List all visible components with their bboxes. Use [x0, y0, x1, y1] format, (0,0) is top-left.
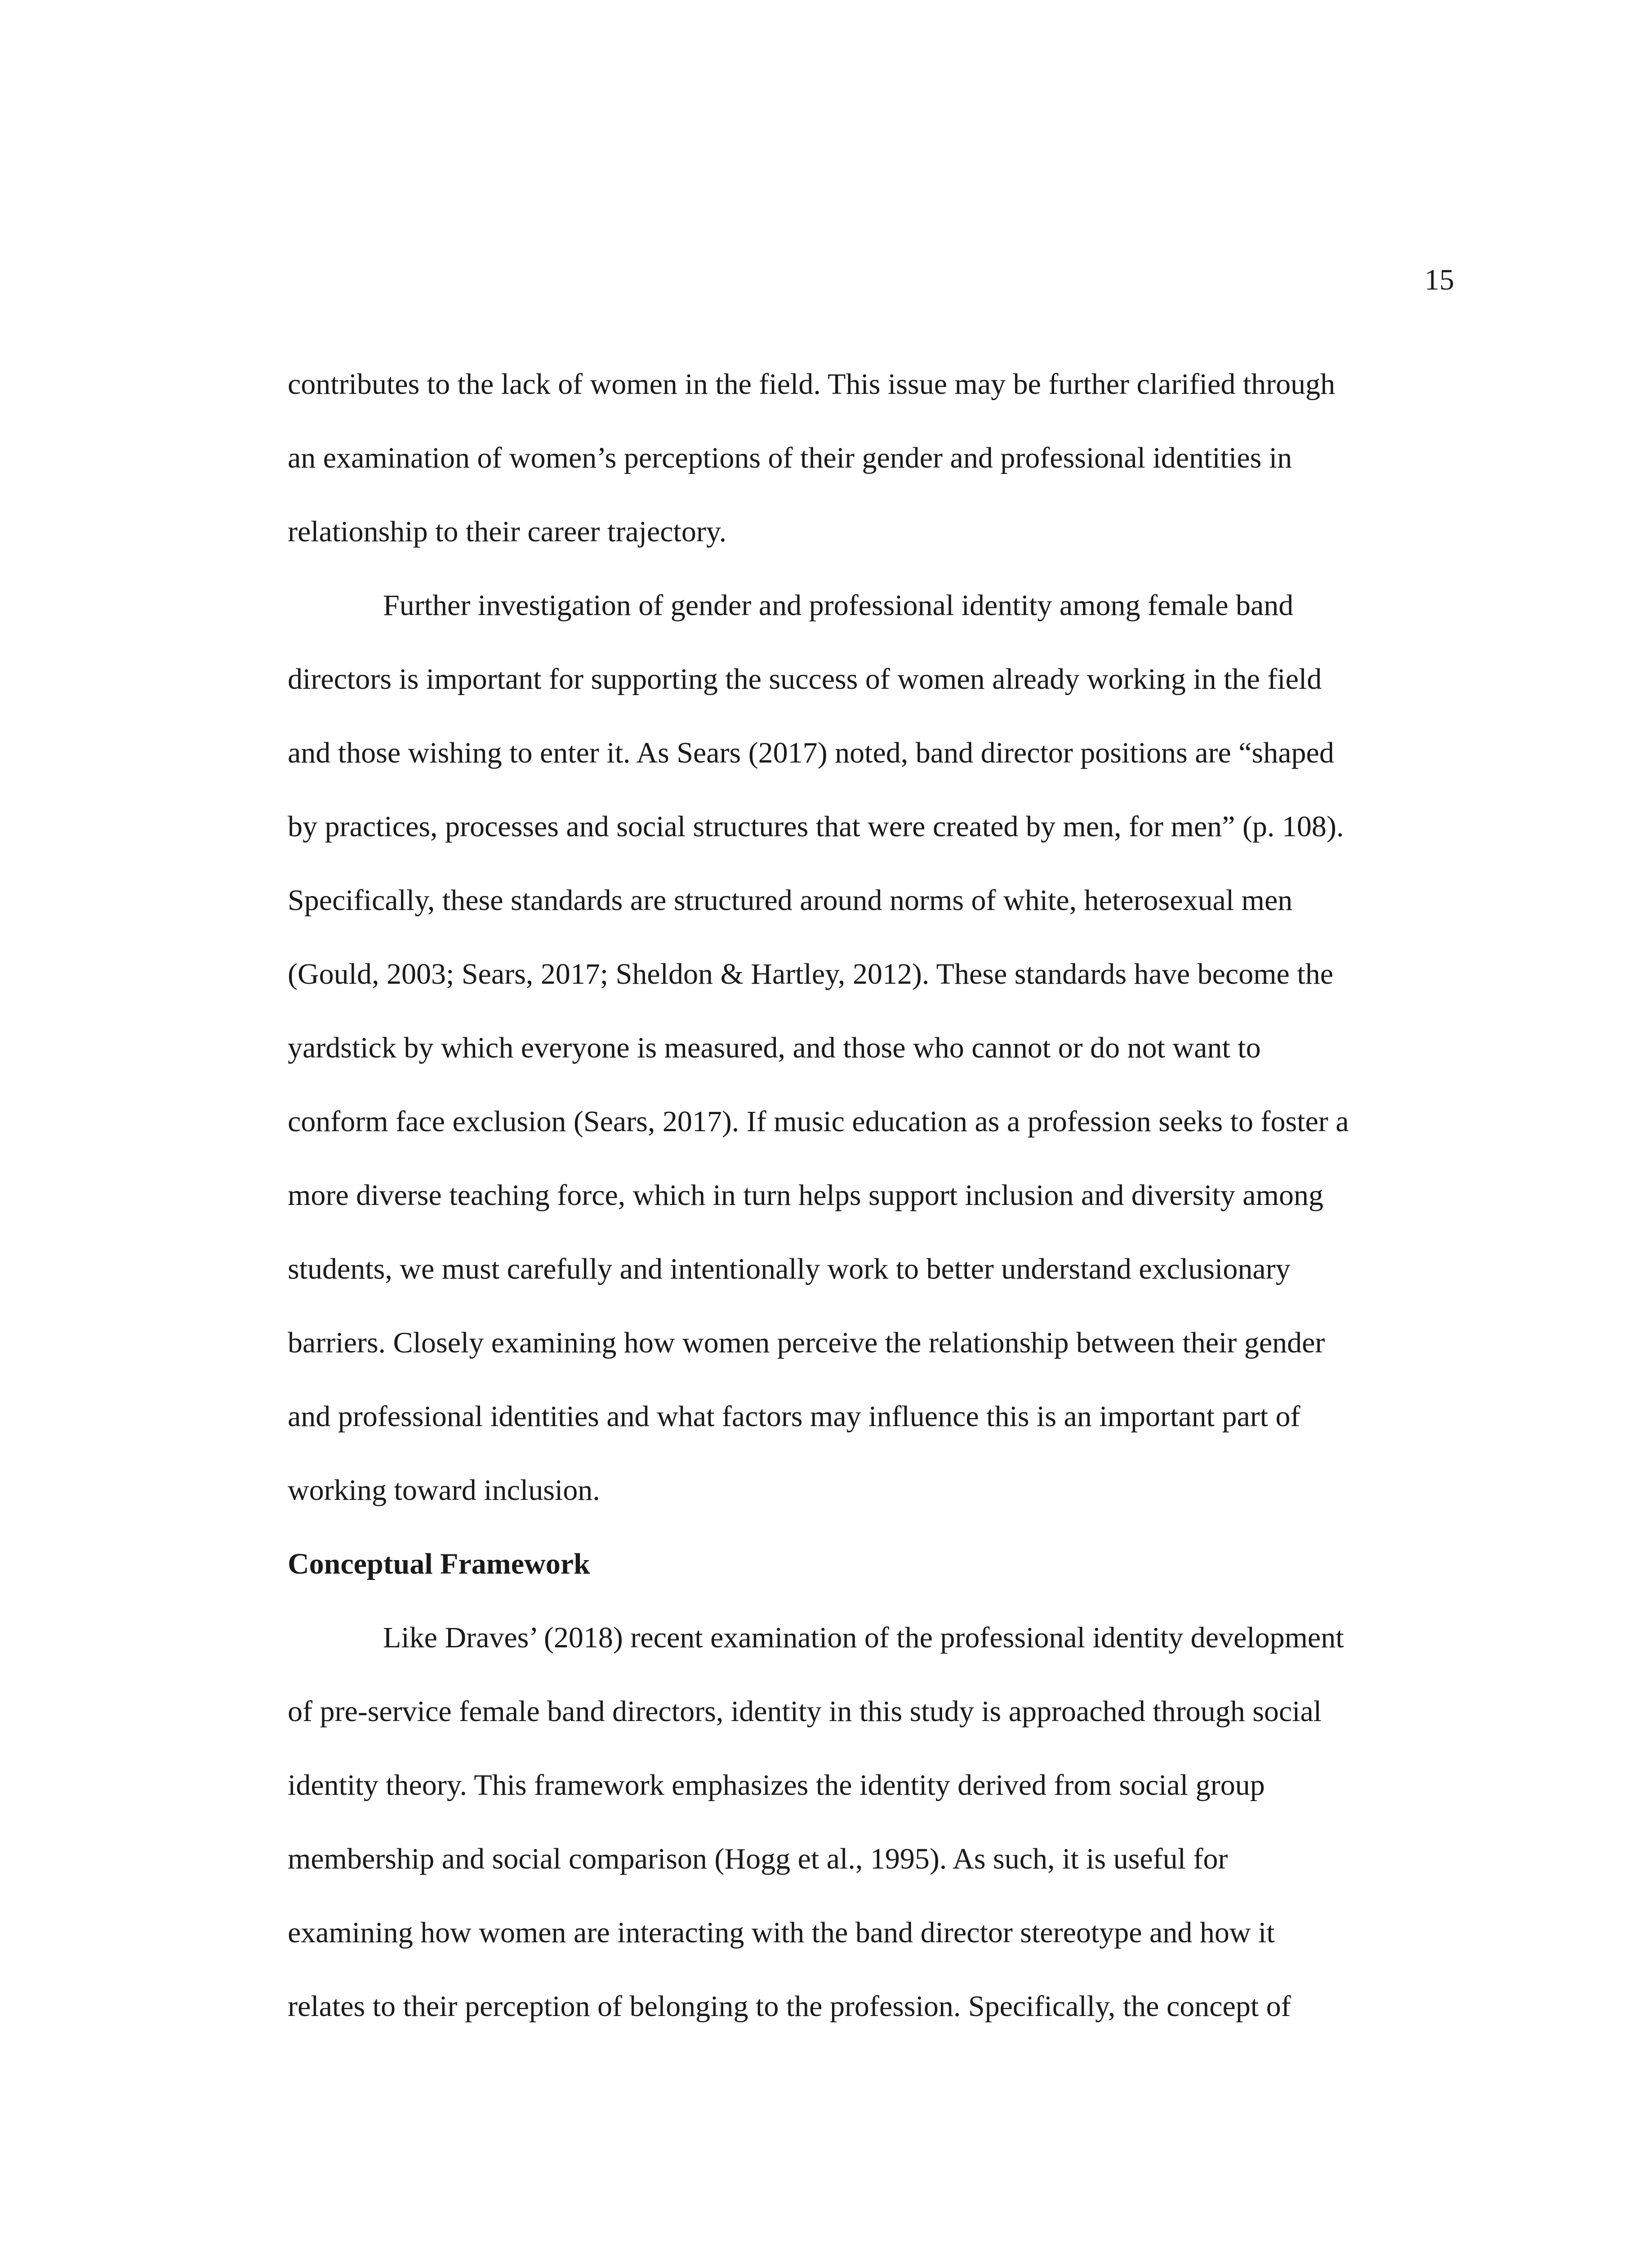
text-line: membership and social comparison (Hogg et al., 1995). As such, it is useful for: [288, 1842, 1228, 1875]
page-number: 15: [1425, 263, 1454, 296]
text-line: contributes to the lack of women in the field. This issue may be further clarified through: [288, 368, 1336, 401]
text-line: (Gould, 2003; Sears, 2017; Sheldon & Hartley, 2012). These standards have become the: [288, 958, 1333, 990]
text-line: and those wishing to enter it. As Sears (2017) noted, band director positions are “shaped: [288, 736, 1334, 769]
text-line: conform face exclusion (Sears, 2017). If music education as a profession seeks to foster a: [288, 1105, 1349, 1138]
text-line: relates to their perception of belonging to the profession. Specifically, the concept of: [288, 1990, 1291, 2023]
text-line: yardstick by which everyone is measured, and those who cannot or do not want to: [288, 1031, 1261, 1064]
text-line: more diverse teaching force, which in turn helps support inclusion and diversity among: [288, 1179, 1323, 1212]
text-line: directors is important for supporting the success of women already working in the field: [288, 663, 1322, 696]
text-line: Like Draves’ (2018) recent examination of the professional identity development: [383, 1621, 1344, 1654]
text-line: relationship to their career trajectory.: [288, 515, 727, 548]
text-line: barriers. Closely examining how women perceive the relationship between their gender: [288, 1326, 1325, 1359]
text-line: of pre-service female band directors, identity in this study is approached through social: [288, 1695, 1322, 1728]
text-line: working toward inclusion.: [288, 1474, 600, 1507]
section-heading: Conceptual Framework: [288, 1548, 590, 1580]
text-line: Further investigation of gender and professional identity among female band: [383, 589, 1294, 622]
text-line: identity theory. This framework emphasizes the identity derived from social group: [288, 1769, 1265, 1802]
text-line: students, we must carefully and intentionally work to better understand exclusionary: [288, 1253, 1291, 1285]
text-line: and professional identities and what factors may influence this is an important part of: [288, 1400, 1300, 1433]
text-line: by practices, processes and social structures that were created by men, for men” (p. 108).: [288, 810, 1344, 843]
text-line: an examination of women’s perceptions of their gender and professional identities in: [288, 442, 1292, 474]
text-line: Specifically, these standards are structured around norms of white, heterosexual men: [288, 884, 1293, 917]
text-line: examining how women are interacting with the band director stereotype and how it: [288, 1916, 1275, 1949]
